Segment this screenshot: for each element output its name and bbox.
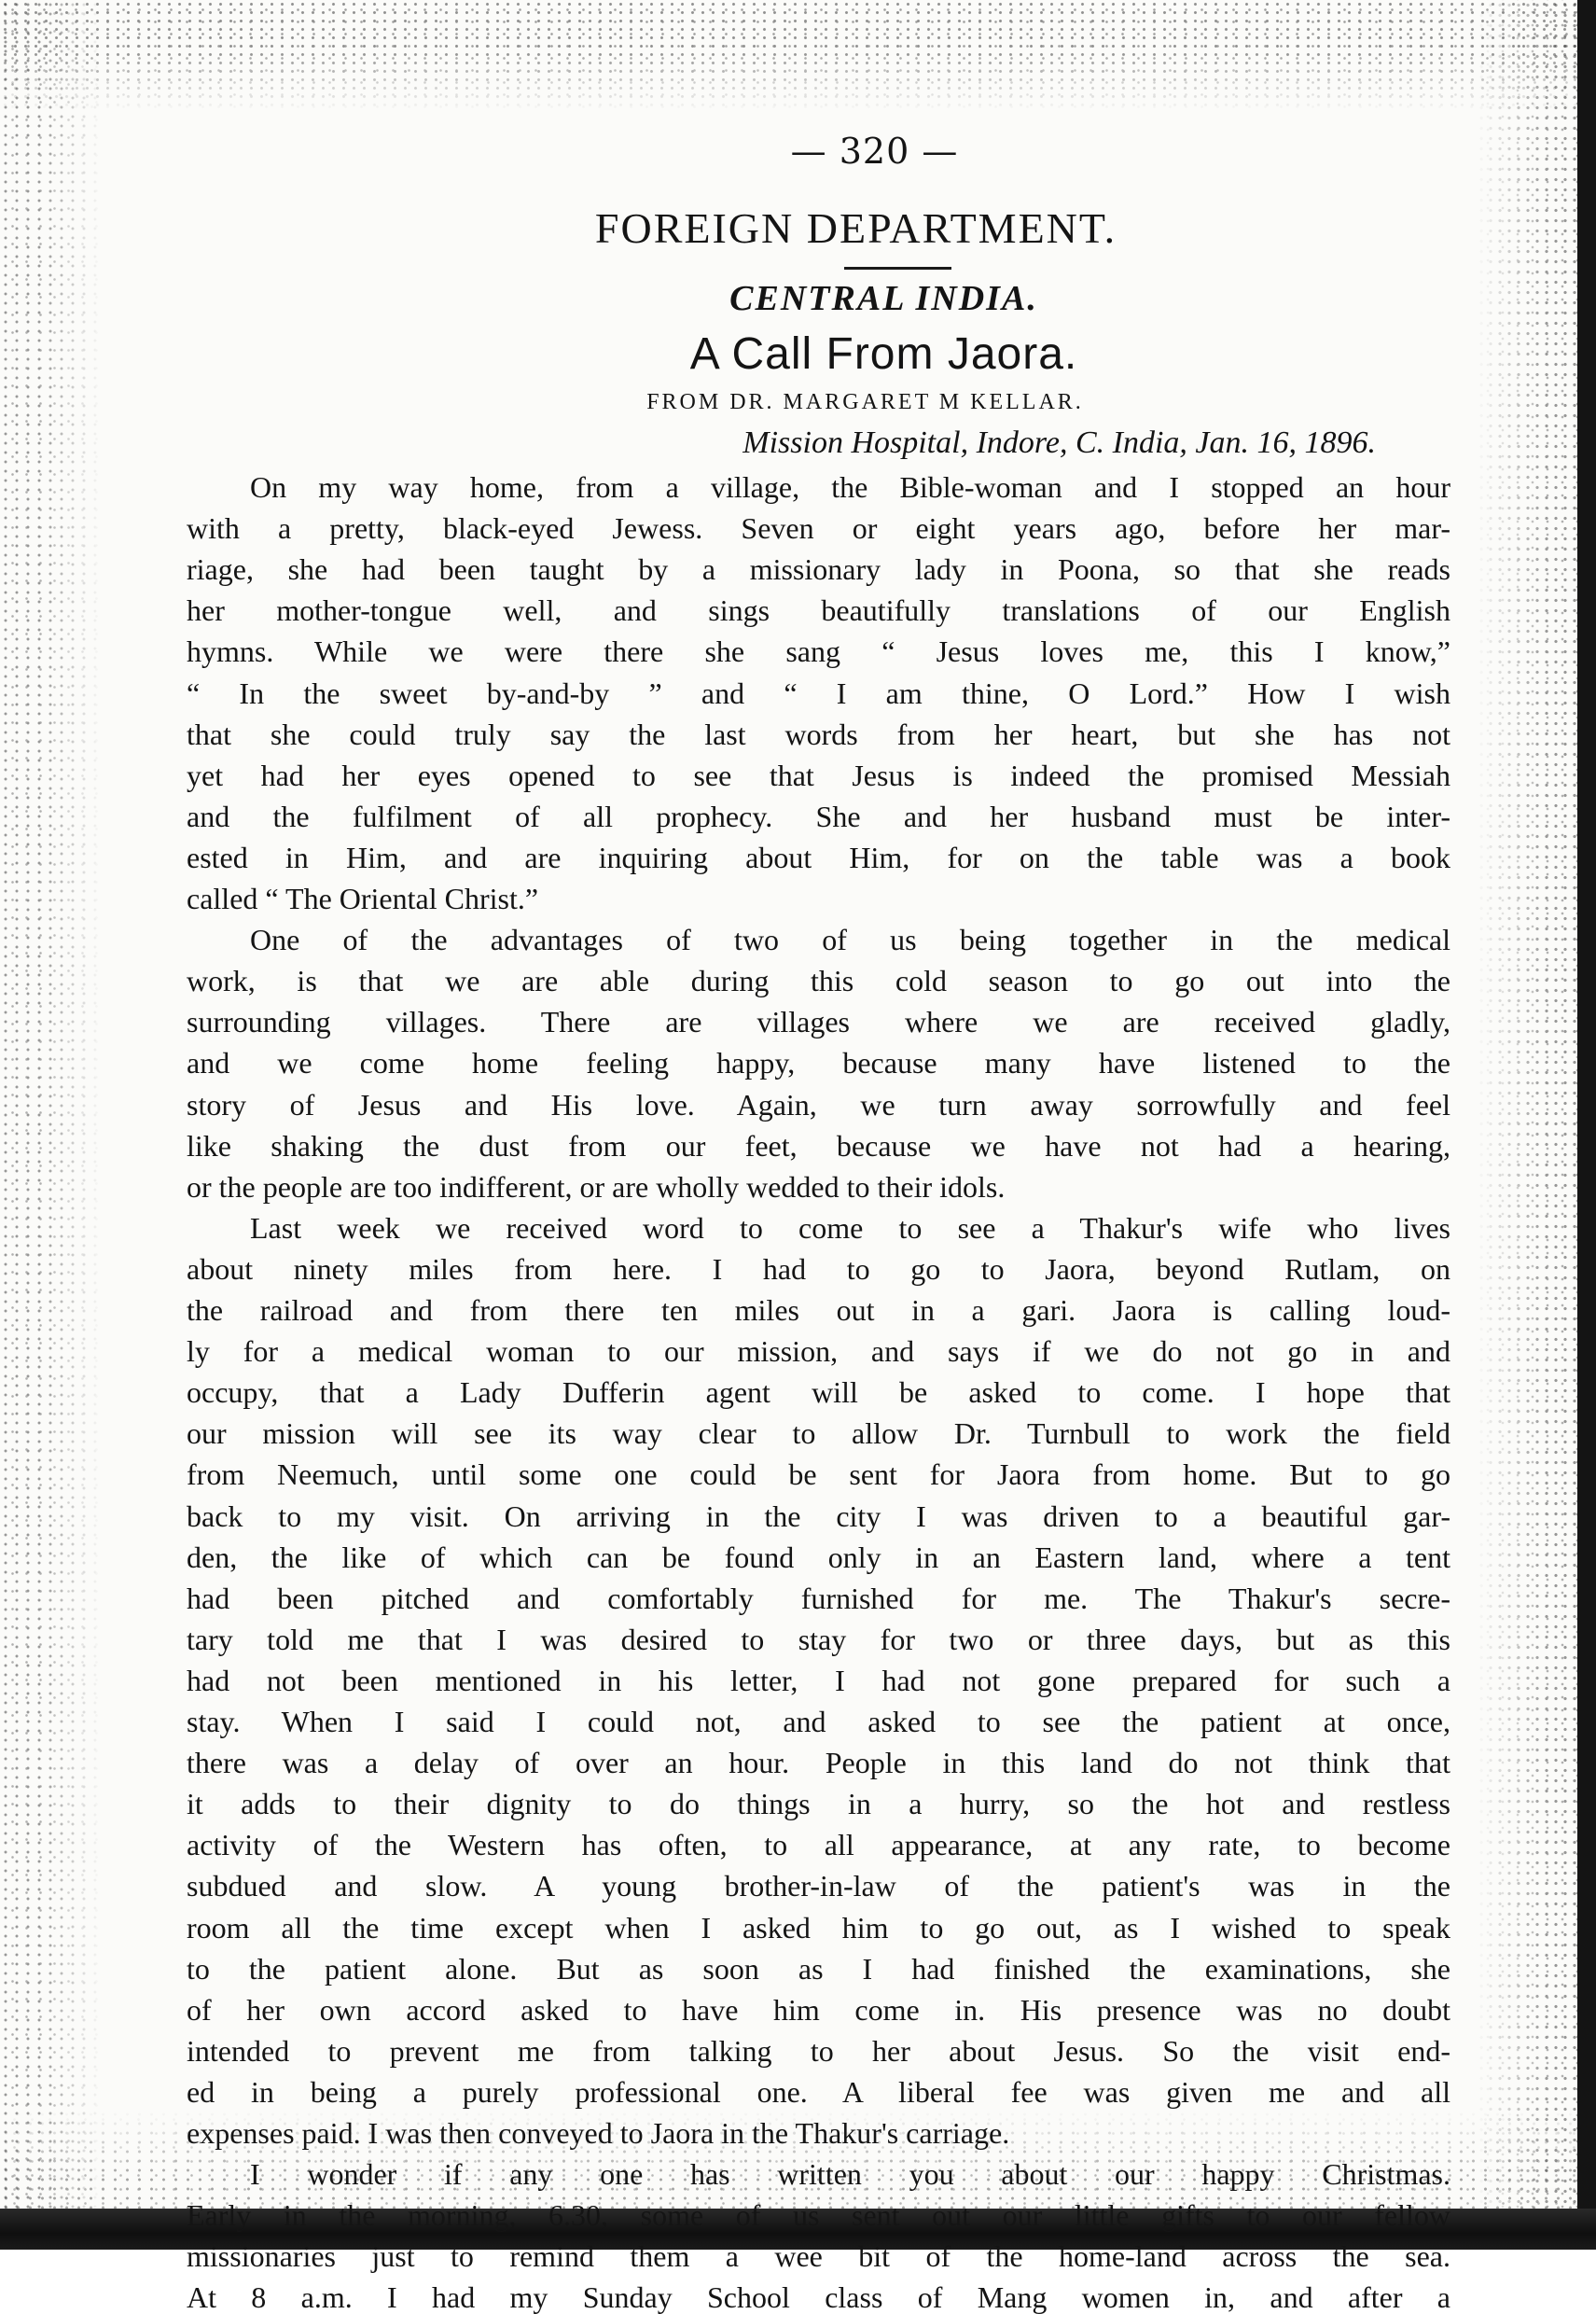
- scan-noise-left: [0, 0, 103, 2250]
- text-line: from Neemuch, until some one could be sent for Jaora from home. But to go: [187, 1457, 1450, 1492]
- text-line: surrounding villages. There are villages where we are received gladly,: [187, 1005, 1450, 1039]
- text-line: intended to prevent me from talking to her about Jesus. So the visit end-: [187, 2033, 1450, 2068]
- text-line: to the patient alone. But as soon as I had finished the examinations, she: [187, 1951, 1450, 1986]
- text-line: yet had her eyes opened to see that Jesus is indeed the promised Messiah: [187, 758, 1450, 792]
- text-line: missionaries just to remind them a wee bit of the home-land across the sea.: [187, 2239, 1450, 2274]
- text-line: Early in the morning, 6.30, some of us sent out our little gifts to our fellow: [187, 2198, 1450, 2233]
- text-line: our mission will see its way clear to allow Dr. Turnbull to work the field: [187, 1416, 1450, 1451]
- text-line: that she could truly say the last words from her heart, but she has not: [187, 717, 1450, 751]
- text-line: ly for a medical woman to our mission, and says if we do not go in and: [187, 1334, 1450, 1369]
- text-line: it adds to their dignity to do things in a hurry, so the hot and restless: [187, 1787, 1450, 1821]
- text-line: room all the time except when I asked him to go out, as I wished to speak: [187, 1910, 1450, 1945]
- text-line: and the fulfilment of all prophecy. She and her husband must be inter-: [187, 799, 1450, 833]
- text-line: Last week we received word to come to see a Thakur's wife who lives: [250, 1210, 1450, 1245]
- text-line: about ninety miles from here. I had to go to Jaora, beyond Rutlam, on: [187, 1251, 1450, 1286]
- text-line: back to my visit. On arriving in the city I was driven to a beautiful gar-: [187, 1499, 1450, 1533]
- text-line: work, is that we are able during this cold season to go out into the: [187, 964, 1450, 998]
- byline: FROM DR. MARGARET M KELLAR.: [646, 390, 1084, 414]
- text-line: story of Jesus and His love. Again, we turn away sorrowfully and feel: [187, 1087, 1450, 1122]
- text-line: her mother-tongue well, and sings beautifully translations of our English: [187, 593, 1450, 628]
- scan-noise-top: [0, 0, 1596, 112]
- text-line: I wonder if any one has written you about our happy Christmas.: [250, 2157, 1450, 2192]
- text-line: occupy, that a Lady Dufferin agent will be asked to come. I hope that: [187, 1375, 1450, 1410]
- region-heading: CENTRAL INDIA.: [729, 279, 1038, 318]
- text-line: den, the like of which can be found only in an Eastern land, where a tent: [187, 1540, 1450, 1574]
- text-line: subdued and slow. A young brother-in-law of the patient's was in the: [187, 1869, 1450, 1903]
- text-line: tary told me that I was desired to stay for two or three days, but as this: [187, 1622, 1450, 1656]
- text-line: the railroad and from there ten miles out in a gari. Jaora is calling loud-: [187, 1293, 1450, 1327]
- text-line: “ In the sweet by-and-by ” and “ I am thine, O Lord.” How I wish: [187, 676, 1450, 710]
- text-line: ested in Him, and are inquiring about Him, for on the table was a book: [187, 840, 1450, 874]
- article-title: A Call From Jaora.: [689, 329, 1078, 379]
- text-line: of her own accord asked to have him come in. His presence was no doubt: [187, 1992, 1450, 2027]
- text-line: like shaking the dust from our feet, because we have not had a hearing,: [187, 1128, 1450, 1163]
- text-line: activity of the Western has often, to all appearance, at any rate, to become: [187, 1828, 1450, 1862]
- text-line: with a pretty, black-eyed Jewess. Seven or eight years ago, before her mar-: [187, 511, 1450, 546]
- heading-rule: [844, 267, 951, 270]
- text-line: called “ The Oriental Christ.”: [187, 882, 539, 915]
- text-line: or the people are too indifferent, or are wholly wedded to their idols.: [187, 1169, 1006, 1204]
- text-line: ed in being a purely professional one. A liberal fee was given me and all: [187, 2074, 1450, 2109]
- text-line: and we come home feeling happy, because many have listened to the: [187, 1046, 1450, 1080]
- dateline: Mission Hospital, Indore, C. India, Jan. 16, 1896.: [742, 425, 1376, 460]
- text-line: stay. When I said I could not, and asked to see the patient at once,: [187, 1705, 1450, 1738]
- text-line: On my way home, from a village, the Bible-woman and I stopped an hour: [250, 470, 1450, 504]
- text-line: had not been mentioned in his letter, I had not gone prepared for such a: [187, 1663, 1450, 1697]
- department-heading: FOREIGN DEPARTMENT.: [594, 204, 1117, 252]
- page-number: — 320 —: [790, 131, 959, 172]
- text-line: At 8 a.m. I had my Sunday School class of Mang women in, and after a: [187, 2280, 1450, 2314]
- text-line: expenses paid. I was then conveyed to Jaora in the Thakur's carriage.: [187, 2116, 1010, 2150]
- text-line: One of the advantages of two of us being together in the medical: [250, 923, 1450, 957]
- text-line: riage, she had been taught by a missionary lady in Poona, so that she reads: [187, 552, 1450, 587]
- text-line: there was a delay of over an hour. People in this land do not think that: [187, 1746, 1450, 1780]
- text-line: had been pitched and comfortably furnished for me. The Thakur's secre-: [187, 1581, 1450, 1615]
- text-line: hymns. While we were there she sang “ Jesus loves me, this I know,”: [187, 634, 1450, 669]
- scan-edge-right: [1577, 0, 1596, 2250]
